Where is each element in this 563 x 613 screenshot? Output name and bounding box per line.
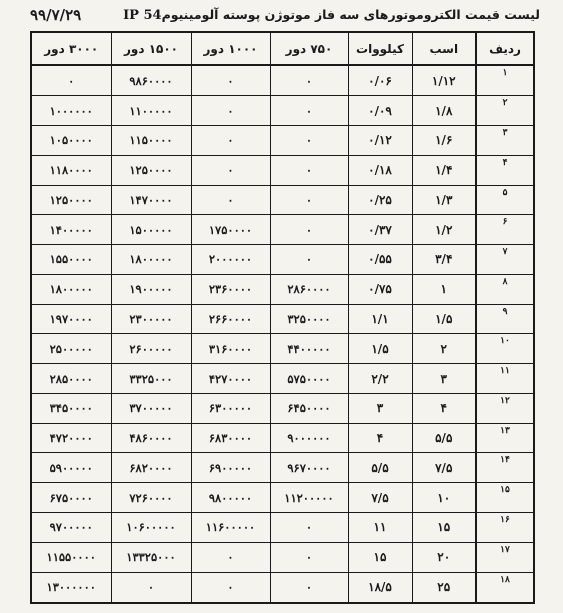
kilowatt-cell: ۰/۰۹ bbox=[348, 96, 412, 126]
table-row bbox=[31, 215, 534, 245]
price-1500-cell: ۱۲۵۰۰۰۰ bbox=[111, 155, 191, 185]
header-750-rpm: ۷۵۰ دور bbox=[270, 32, 348, 65]
price-750-cell: ۰ bbox=[270, 65, 348, 96]
row-number-cell: ۱ bbox=[476, 65, 534, 96]
price-3000-cell: ۱۰۰۰۰۰۰ bbox=[31, 96, 111, 126]
price-1000-cell: ۲۰۰۰۰۰۰ bbox=[191, 245, 270, 275]
table-row bbox=[31, 453, 534, 483]
row-number-cell: ۳ bbox=[476, 126, 534, 156]
horsepower-cell: ۲۰ bbox=[412, 542, 476, 572]
price-1500-cell: ۶۸۲۰۰۰۰ bbox=[111, 453, 191, 483]
price-750-cell: ۹۶۷۰۰۰۰ bbox=[270, 453, 348, 483]
horsepower-cell: ۱۵ bbox=[412, 512, 476, 542]
row-number-cell: ۶ bbox=[476, 215, 534, 245]
kilowatt-cell: ۲/۲ bbox=[348, 364, 412, 394]
horsepower-cell: ۱/۱۲ bbox=[412, 65, 476, 96]
price-750-cell: ۲۸۶۰۰۰۰ bbox=[270, 274, 348, 304]
price-3000-cell: ۵۹۰۰۰۰۰ bbox=[31, 453, 111, 483]
horsepower-cell: ۱/۳ bbox=[412, 185, 476, 215]
price-1500-cell: ۱۵۰۰۰۰۰ bbox=[111, 215, 191, 245]
price-1500-cell: ۲۶۰۰۰۰۰ bbox=[111, 334, 191, 364]
horsepower-cell: ۱/۶ bbox=[412, 126, 476, 156]
price-3000-cell: ۱۰۵۰۰۰۰ bbox=[31, 126, 111, 156]
kilowatt-cell: ۳ bbox=[348, 393, 412, 423]
price-3000-cell: ۹۷۰۰۰۰۰ bbox=[31, 512, 111, 542]
header-kilowatt: کیلووات bbox=[348, 32, 412, 65]
table-row bbox=[31, 274, 534, 304]
price-750-cell: ۰ bbox=[270, 542, 348, 572]
price-1000-cell: ۰ bbox=[191, 155, 270, 185]
table-row bbox=[31, 423, 534, 453]
price-1500-cell: ۱۱۰۰۰۰۰ bbox=[111, 96, 191, 126]
kilowatt-cell: ۰/۰۶ bbox=[348, 65, 412, 96]
price-3000-cell: ۱۸۰۰۰۰۰ bbox=[31, 274, 111, 304]
price-1000-cell: ۰ bbox=[191, 185, 270, 215]
price-1500-cell: ۰ bbox=[111, 572, 191, 603]
kilowatt-cell: ۰/۷۵ bbox=[348, 274, 412, 304]
price-3000-cell: ۰ bbox=[31, 65, 111, 96]
table-row bbox=[31, 245, 534, 275]
price-750-cell: ۹۰۰۰۰۰۰ bbox=[270, 423, 348, 453]
table-row bbox=[31, 65, 534, 96]
document-title bbox=[30, 2, 540, 28]
price-1000-cell: ۰ bbox=[191, 542, 270, 572]
horsepower-cell: ۱/۴ bbox=[412, 155, 476, 185]
title-date: ۹۹/۷/۲۹ bbox=[30, 6, 82, 24]
header-3000-rpm: ۳۰۰۰ دور bbox=[31, 32, 111, 65]
horsepower-cell: ۳ bbox=[412, 364, 476, 394]
row-number-cell: ۹ bbox=[476, 304, 534, 334]
kilowatt-cell: ۱۱ bbox=[348, 512, 412, 542]
title-text-wrapper bbox=[117, 7, 540, 23]
price-750-cell: ۳۲۵۰۰۰۰ bbox=[270, 304, 348, 334]
kilowatt-cell: ۰/۳۷ bbox=[348, 215, 412, 245]
price-3000-cell: ۱۵۵۰۰۰۰ bbox=[31, 245, 111, 275]
row-number-cell: ۱۱ bbox=[476, 364, 534, 394]
kilowatt-cell: ۱۸/۵ bbox=[348, 572, 412, 603]
header-horsepower: اسب bbox=[412, 32, 476, 65]
price-3000-cell: ۶۷۵۰۰۰۰ bbox=[31, 483, 111, 513]
price-1500-cell: ۳۷۰۰۰۰۰ bbox=[111, 393, 191, 423]
price-750-cell: ۰ bbox=[270, 126, 348, 156]
horsepower-cell: ۱۰ bbox=[412, 483, 476, 513]
price-3000-cell: ۳۴۵۰۰۰۰ bbox=[31, 393, 111, 423]
price-3000-cell: ۱۱۵۵۰۰۰۰ bbox=[31, 542, 111, 572]
price-1000-cell: ۶۹۰۰۰۰۰ bbox=[191, 453, 270, 483]
row-number-cell: ۱۸ bbox=[476, 572, 534, 603]
row-number-cell: ۱۲ bbox=[476, 393, 534, 423]
price-3000-cell: ۴۷۲۰۰۰۰ bbox=[31, 423, 111, 453]
price-3000-cell: ۱۳۰۰۰۰۰۰ bbox=[31, 572, 111, 603]
price-1500-cell: ۴۸۶۰۰۰۰ bbox=[111, 423, 191, 453]
table-row bbox=[31, 96, 534, 126]
price-1000-cell: ۰ bbox=[191, 65, 270, 96]
horsepower-cell: ۱ bbox=[412, 274, 476, 304]
price-3000-cell: ۲۸۵۰۰۰۰ bbox=[31, 364, 111, 394]
price-1500-cell: ۱۴۷۰۰۰۰ bbox=[111, 185, 191, 215]
price-1500-cell: ۱۳۳۲۵۰۰۰ bbox=[111, 542, 191, 572]
horsepower-cell: ۷/۵ bbox=[412, 453, 476, 483]
row-number-cell: ۱۳ bbox=[476, 423, 534, 453]
price-750-cell: ۰ bbox=[270, 572, 348, 603]
price-1000-cell: ۱۱۶۰۰۰۰۰ bbox=[191, 512, 270, 542]
row-number-cell: ۱۴ bbox=[476, 453, 534, 483]
price-1500-cell: ۲۳۰۰۰۰۰ bbox=[111, 304, 191, 334]
table-row bbox=[31, 334, 534, 364]
row-number-cell: ۷ bbox=[476, 245, 534, 275]
price-750-cell: ۵۷۵۰۰۰۰ bbox=[270, 364, 348, 394]
table-row bbox=[31, 185, 534, 215]
price-750-cell: ۰ bbox=[270, 185, 348, 215]
kilowatt-cell: ۱۵ bbox=[348, 542, 412, 572]
horsepower-cell: ۱/۵ bbox=[412, 304, 476, 334]
price-3000-cell: ۱۹۷۰۰۰۰ bbox=[31, 304, 111, 334]
price-1500-cell: ۹۸۶۰۰۰۰ bbox=[111, 65, 191, 96]
price-750-cell: ۶۴۵۰۰۰۰ bbox=[270, 393, 348, 423]
row-number-cell: ۸ bbox=[476, 274, 534, 304]
price-1000-cell: ۲۶۶۰۰۰۰ bbox=[191, 304, 270, 334]
row-number-cell: ۵ bbox=[476, 185, 534, 215]
price-750-cell: ۰ bbox=[270, 215, 348, 245]
horsepower-cell: ۲ bbox=[412, 334, 476, 364]
price-1500-cell: ۱۹۰۰۰۰۰ bbox=[111, 274, 191, 304]
row-number-cell: ۱۷ bbox=[476, 542, 534, 572]
price-750-cell: ۴۴۰۰۰۰۰ bbox=[270, 334, 348, 364]
kilowatt-cell: ۰/۲۵ bbox=[348, 185, 412, 215]
price-750-cell: ۰ bbox=[270, 96, 348, 126]
kilowatt-cell: ۰/۱۸ bbox=[348, 155, 412, 185]
kilowatt-cell: ۱/۵ bbox=[348, 334, 412, 364]
horsepower-cell: ۳/۴ bbox=[412, 245, 476, 275]
price-1500-cell: ۱۱۵۰۰۰۰ bbox=[111, 126, 191, 156]
price-1000-cell: ۶۳۰۰۰۰۰ bbox=[191, 393, 270, 423]
price-table bbox=[30, 31, 535, 604]
table-row bbox=[31, 126, 534, 156]
horsepower-cell: ۴ bbox=[412, 393, 476, 423]
price-3000-cell: ۱۲۵۰۰۰۰ bbox=[31, 185, 111, 215]
price-1000-cell: ۱۷۵۰۰۰۰ bbox=[191, 215, 270, 245]
table-row bbox=[31, 542, 534, 572]
price-3000-cell: ۲۵۰۰۰۰۰ bbox=[31, 334, 111, 364]
price-1000-cell: ۰ bbox=[191, 96, 270, 126]
header-1000-rpm: ۱۰۰۰ دور bbox=[191, 32, 270, 65]
kilowatt-cell: ۱/۱ bbox=[348, 304, 412, 334]
kilowatt-cell: ۰/۵۵ bbox=[348, 245, 412, 275]
price-1000-cell: ۹۸۰۰۰۰۰ bbox=[191, 483, 270, 513]
table-row bbox=[31, 393, 534, 423]
price-1500-cell: ۱۸۰۰۰۰۰ bbox=[111, 245, 191, 275]
price-750-cell: ۰ bbox=[270, 155, 348, 185]
table-body bbox=[31, 65, 534, 603]
table-row bbox=[31, 304, 534, 334]
table-row bbox=[31, 512, 534, 542]
price-750-cell: ۱۱۲۰۰۰۰۰ bbox=[270, 483, 348, 513]
header-row-number: ردیف bbox=[476, 32, 534, 65]
price-750-cell: ۰ bbox=[270, 512, 348, 542]
title-ip-rating: IP 54 bbox=[123, 8, 162, 23]
price-1500-cell: ۳۳۲۵۰۰۰ bbox=[111, 364, 191, 394]
row-number-cell: ۱۶ bbox=[476, 512, 534, 542]
row-number-cell: ۲ bbox=[476, 96, 534, 126]
horsepower-cell: ۱/۸ bbox=[412, 96, 476, 126]
header-1500-rpm: ۱۵۰۰ دور bbox=[111, 32, 191, 65]
price-3000-cell: ۱۴۰۰۰۰۰ bbox=[31, 215, 111, 245]
table-row bbox=[31, 364, 534, 394]
table-row bbox=[31, 155, 534, 185]
price-1000-cell: ۶۸۳۰۰۰۰ bbox=[191, 423, 270, 453]
price-1000-cell: ۰ bbox=[191, 126, 270, 156]
price-750-cell: ۰ bbox=[270, 245, 348, 275]
kilowatt-cell: ۰/۱۲ bbox=[348, 126, 412, 156]
row-number-cell: ۴ bbox=[476, 155, 534, 185]
kilowatt-cell: ۴ bbox=[348, 423, 412, 453]
kilowatt-cell: ۷/۵ bbox=[348, 483, 412, 513]
row-number-cell: ۱۰ bbox=[476, 334, 534, 364]
horsepower-cell: ۵/۵ bbox=[412, 423, 476, 453]
price-1000-cell: ۴۲۷۰۰۰۰ bbox=[191, 364, 270, 394]
table-row bbox=[31, 572, 534, 603]
table-row bbox=[31, 483, 534, 513]
row-number-cell: ۱۵ bbox=[476, 483, 534, 513]
horsepower-cell: ۲۵ bbox=[412, 572, 476, 603]
price-1500-cell: ۷۲۶۰۰۰۰ bbox=[111, 483, 191, 513]
kilowatt-cell: ۵/۵ bbox=[348, 453, 412, 483]
table-header-row bbox=[31, 32, 534, 65]
price-1500-cell: ۱۰۶۰۰۰۰۰ bbox=[111, 512, 191, 542]
price-1000-cell: ۰ bbox=[191, 572, 270, 603]
title-text: لیست قیمت الکتروموتورهای سه فاز موتوژن پوسته آلومینیوم bbox=[161, 7, 540, 22]
horsepower-cell: ۱/۲ bbox=[412, 215, 476, 245]
price-1000-cell: ۲۳۶۰۰۰۰ bbox=[191, 274, 270, 304]
price-1000-cell: ۳۱۶۰۰۰۰ bbox=[191, 334, 270, 364]
price-3000-cell: ۱۱۸۰۰۰۰ bbox=[31, 155, 111, 185]
